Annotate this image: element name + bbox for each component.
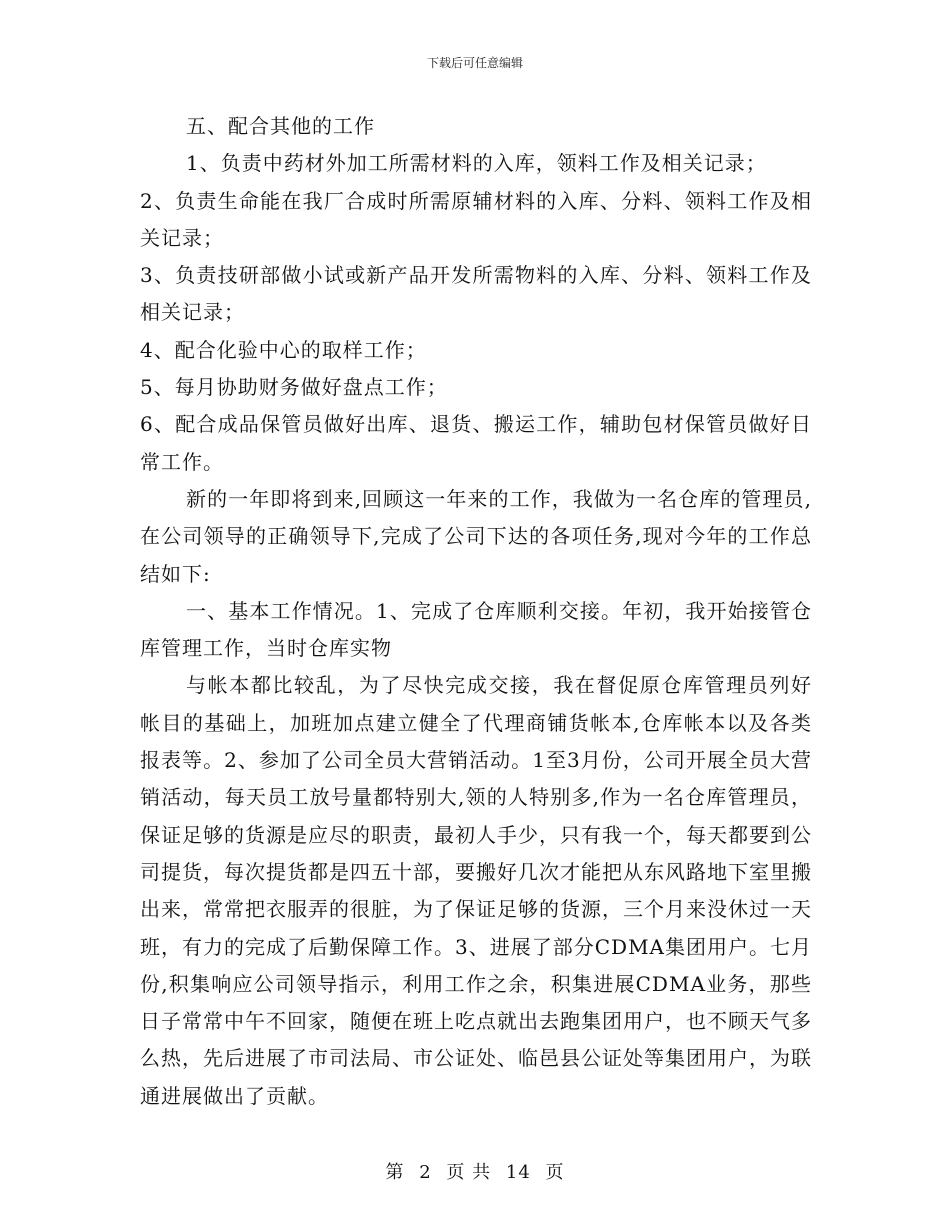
footer-total-pages: 14: [505, 1162, 531, 1183]
paragraph-10: 与帐本都比较乱，为了尽快完成交接，我在督促原仓库管理员列好帐目的基础上，加班加点建立健全了代理商铺货帐本,仓库帐本以及各类报表等。2、参加了公司全员大营销活动。1至3月份，公司开展全员大营销活动，每天员工放号量都特别大,领的人特别多,作为一名仓库管理员，保证足够的货源是应尽的职责，最初人手少，只有我一个，每天都要到公司提货，每次提货都是四五十部，要搬好几次才能把从东风路地下室里搬出来，常常把衣服弄的很脏，为了保证足够的货源，三个月来没休过一天班，有力的完成了后勤保障工作。3、进展了部分CDMA集团用户。七月份,积集响应公司领导指示，利用工作之余，积集进展CDMA业务，那些日子常常中午不回家，随便在班上吃点就出去跑集团用户，也不顾天气多么热，先后进展了市司法局、市公证处、临邑县公证处等集团用户，为联通进展做出了贡献。: [140, 673, 812, 1108]
paragraph-3: 2、负责生命能在我厂合成时所需原辅材料的入库、分料、领料工作及相关记录；: [140, 188, 812, 250]
paragraph-2: 1、负责中药材外加工所需材料的入库，领料工作及相关记录；: [186, 151, 767, 176]
paragraph-8: 新的一年即将到来,回顾这一年来的工作，我做为一名仓库的管理员,在公司领导的正确领导下,完成了公司下达的各项任务,现对今年的工作总结如下:: [140, 486, 812, 586]
page-footer: [0, 1158, 950, 1184]
footer-middle: 页 共: [446, 1162, 492, 1183]
paragraph-4: 3、负责技研部做小试或新产品开发所需物料的入库、分料、领料工作及相关记录；: [140, 263, 812, 325]
page-header: 下载后可任意编辑: [426, 56, 523, 70]
paragraph-6: 5、每月协助财务做好盘点工作；: [140, 375, 448, 400]
footer-suffix: 页: [545, 1162, 565, 1183]
paragraph-5: 4、配合化验中心的取样工作；: [140, 337, 427, 362]
footer-page-number: 2: [419, 1162, 432, 1183]
paragraph-7: 6、配合成品保管员做好出库、退货、搬运工作，辅助包材保管员做好日常工作。: [140, 412, 812, 474]
document-body: [140, 108, 812, 1115]
paragraph-1: 五、配合其他的工作: [186, 114, 375, 138]
footer-prefix: 第: [385, 1162, 405, 1183]
paragraph-9: 一、基本工作情况。1、完成了仓库顺利交接。年初，我开始接管仓库管理工作，当时仓库实物: [140, 598, 812, 661]
